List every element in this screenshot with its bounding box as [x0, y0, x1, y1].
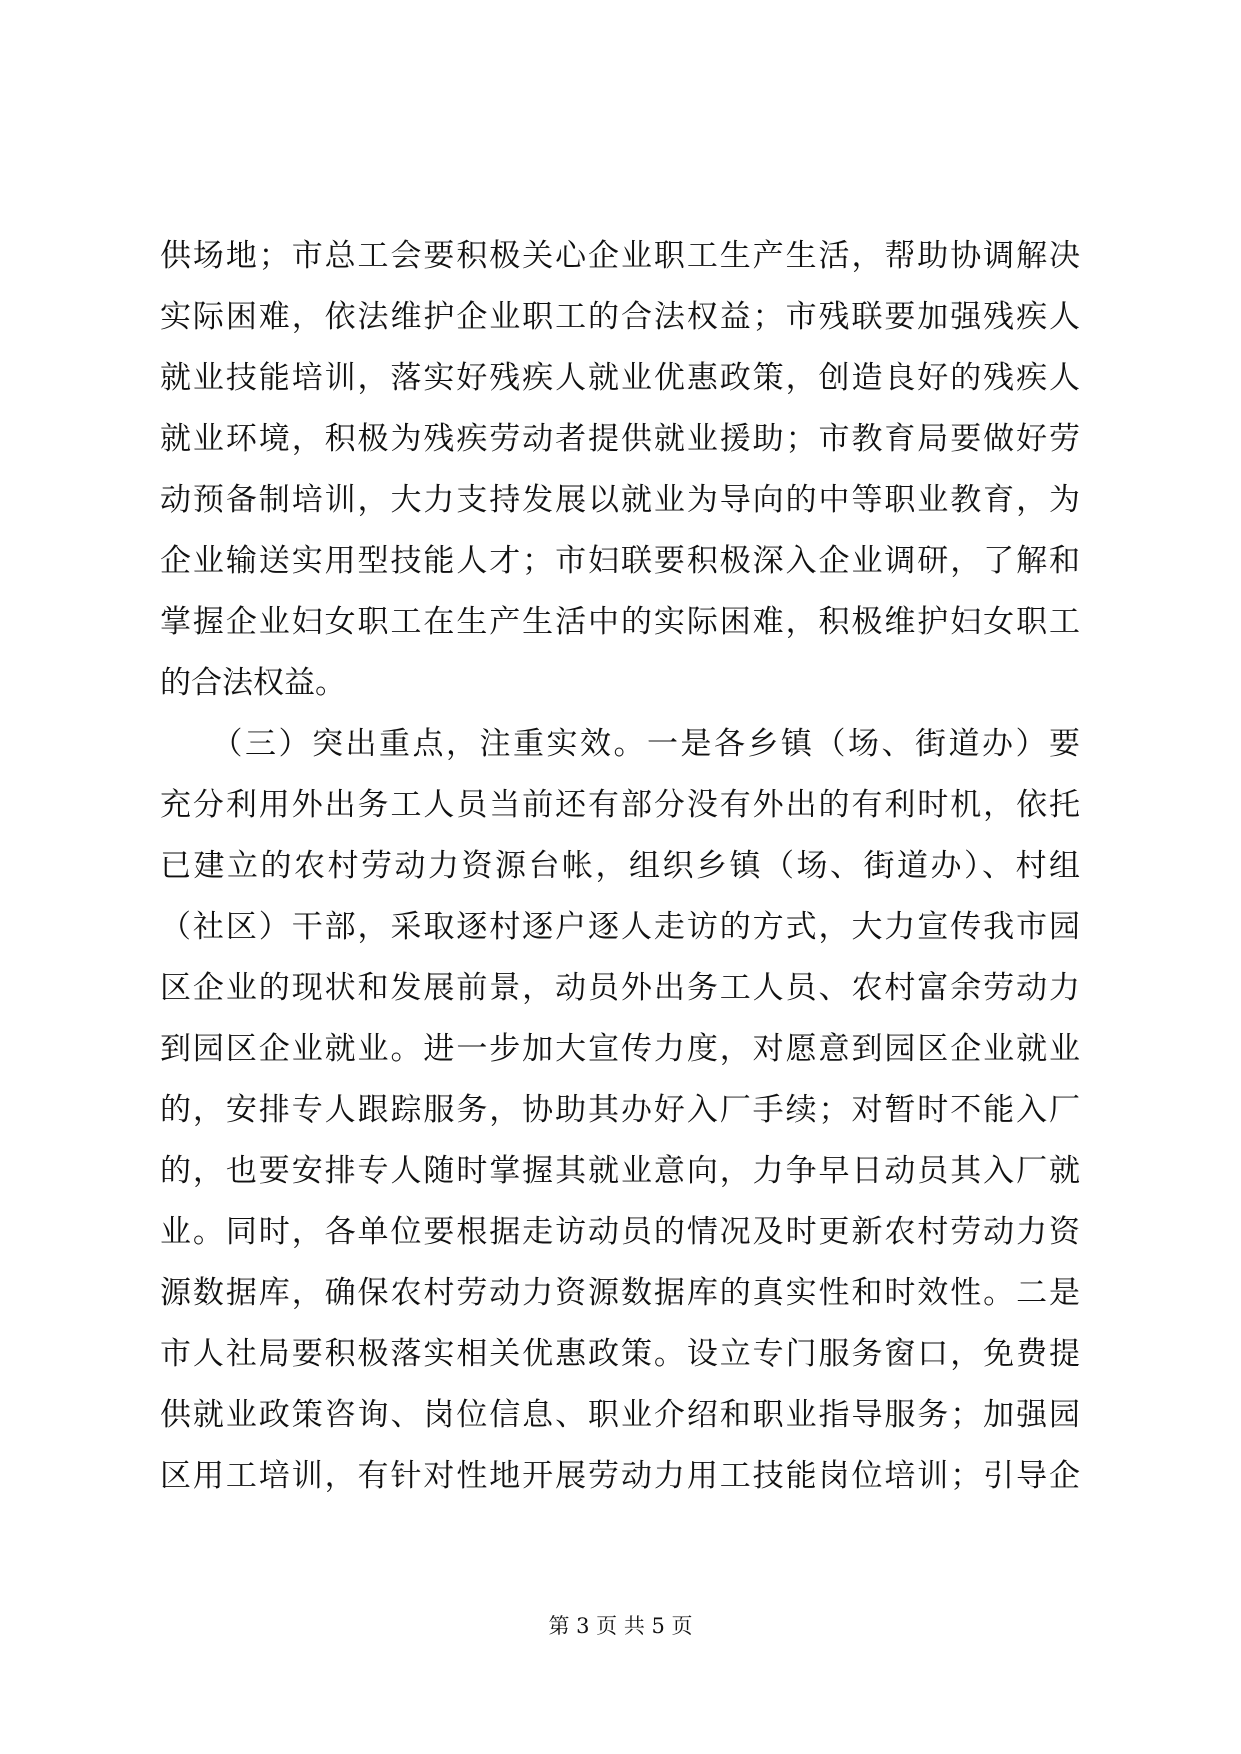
page-footer: [0, 1611, 1241, 1641]
text-line: 充分利用外出务工人员当前还有部分没有外出的有利时机，依托: [160, 787, 1080, 823]
text-line: 已建立的农村劳动力资源台帐，组织乡镇（场、街道办）、村组: [160, 848, 1080, 884]
text-line: 源数据库，确保农村劳动力资源数据库的真实性和时效性。二是: [160, 1275, 1080, 1311]
document-body: [160, 226, 1080, 1507]
text-line: 实际困难，依法维护企业职工的合法权益；市残联要加强残疾人: [160, 299, 1080, 335]
text-line: 区企业的现状和发展前景，动员外出务工人员、农村富余劳动力: [160, 970, 1080, 1006]
text-line: 的，安排专人跟踪服务，协助其办好入厂手续；对暂时不能入厂: [160, 1092, 1080, 1128]
text-line: 的，也要安排专人随时掌握其就业意向，力争早日动员其入厂就: [160, 1153, 1080, 1189]
text-line: 企业输送实用型技能人才；市妇联要积极深入企业调研，了解和: [160, 543, 1080, 579]
text-line: 区用工培训，有针对性地开展劳动力用工技能岗位培训；引导企: [160, 1458, 1080, 1494]
text-line: 供就业政策咨询、岗位信息、职业介绍和职业指导服务；加强园: [160, 1397, 1080, 1433]
text-line: 市人社局要积极落实相关优惠政策。设立专门服务窗口，免费提: [160, 1336, 1080, 1372]
text-line: 的合法权益。: [160, 665, 346, 701]
text-line: 掌握企业妇女职工在生产生活中的实际困难，积极维护妇女职工: [160, 604, 1080, 640]
page-indicator: 第 3 页 共 5 页: [548, 1614, 693, 1638]
text-line: 供场地；市总工会要积极关心企业职工生产生活，帮助协调解决: [160, 238, 1080, 274]
text-line: 业。同时，各单位要根据走访动员的情况及时更新农村劳动力资: [160, 1214, 1080, 1250]
text-line: 就业环境，积极为残疾劳动者提供就业援助；市教育局要做好劳: [160, 421, 1080, 457]
text-line: 就业技能培训，落实好残疾人就业优惠政策，创造良好的残疾人: [160, 360, 1080, 396]
text-line: 动预备制培训，大力支持发展以就业为导向的中等职业教育，为: [160, 482, 1080, 518]
text-line: （社区）干部，采取逐村逐户逐人走访的方式，大力宣传我市园: [160, 909, 1080, 945]
text-line: 到园区企业就业。进一步加大宣传力度，对愿意到园区企业就业: [160, 1031, 1080, 1067]
text-line: （三）突出重点，注重实效。一是各乡镇（场、街道办）要: [160, 726, 1080, 762]
